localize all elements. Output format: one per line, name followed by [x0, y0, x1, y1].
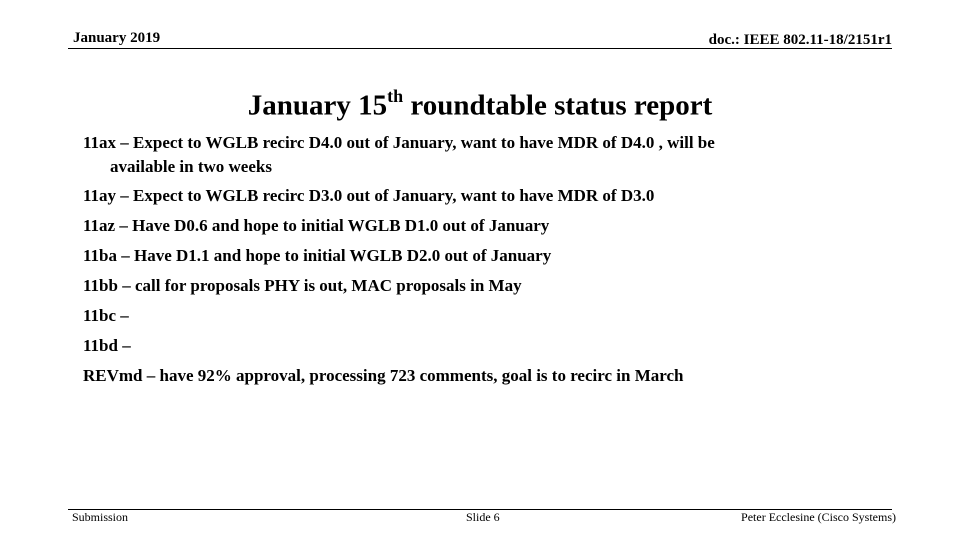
title-superscript: th [387, 86, 404, 106]
list-item-text: 11ba – Have D1.1 and hope to initial WGLB D2.0 out of January [83, 246, 552, 265]
list-item [83, 214, 883, 238]
list-item-text: 11ay – Expect to WGLB recirc D3.0 out of January, want to have MDR of D3.0 [83, 186, 655, 205]
list-item-text: 11az – Have D0.6 and hope to initial WGLB D1.0 out of January [83, 216, 550, 235]
footer-submission: Submission [72, 510, 129, 524]
list-item-text: 11bb – call for proposals PHY is out, MAC proposals in May [83, 276, 522, 295]
header-rule [68, 48, 892, 49]
list-item [83, 304, 883, 328]
list-item [83, 131, 883, 179]
list-item [83, 184, 883, 208]
list-item [83, 364, 883, 388]
header-doc-id: doc.: IEEE 802.11-18/2151r1 [708, 32, 892, 48]
list-item [83, 244, 883, 268]
list-item [83, 334, 883, 358]
title-suffix: roundtable status report [403, 89, 713, 122]
list-item-text: 11ax – Expect to WGLB recirc D4.0 out of January, want to have MDR of D4.0 , will be [83, 133, 715, 152]
list-item-text: 11bd – [83, 336, 131, 355]
footer-author: Peter Ecclesine (Cisco Systems) [741, 510, 896, 524]
list-item-text: 11bc – [83, 306, 129, 325]
list-item-text: REVmd – have 92% approval, processing 723 comments, goal is to recirc in March [83, 366, 684, 385]
list-item [83, 274, 883, 298]
footer-slide-number: Slide 6 [466, 510, 500, 524]
title-prefix: January 15 [247, 89, 388, 122]
list-item-continuation: available in two weeks [110, 157, 272, 176]
header-date: January 2019 [73, 30, 161, 46]
slide-title [0, 80, 960, 124]
